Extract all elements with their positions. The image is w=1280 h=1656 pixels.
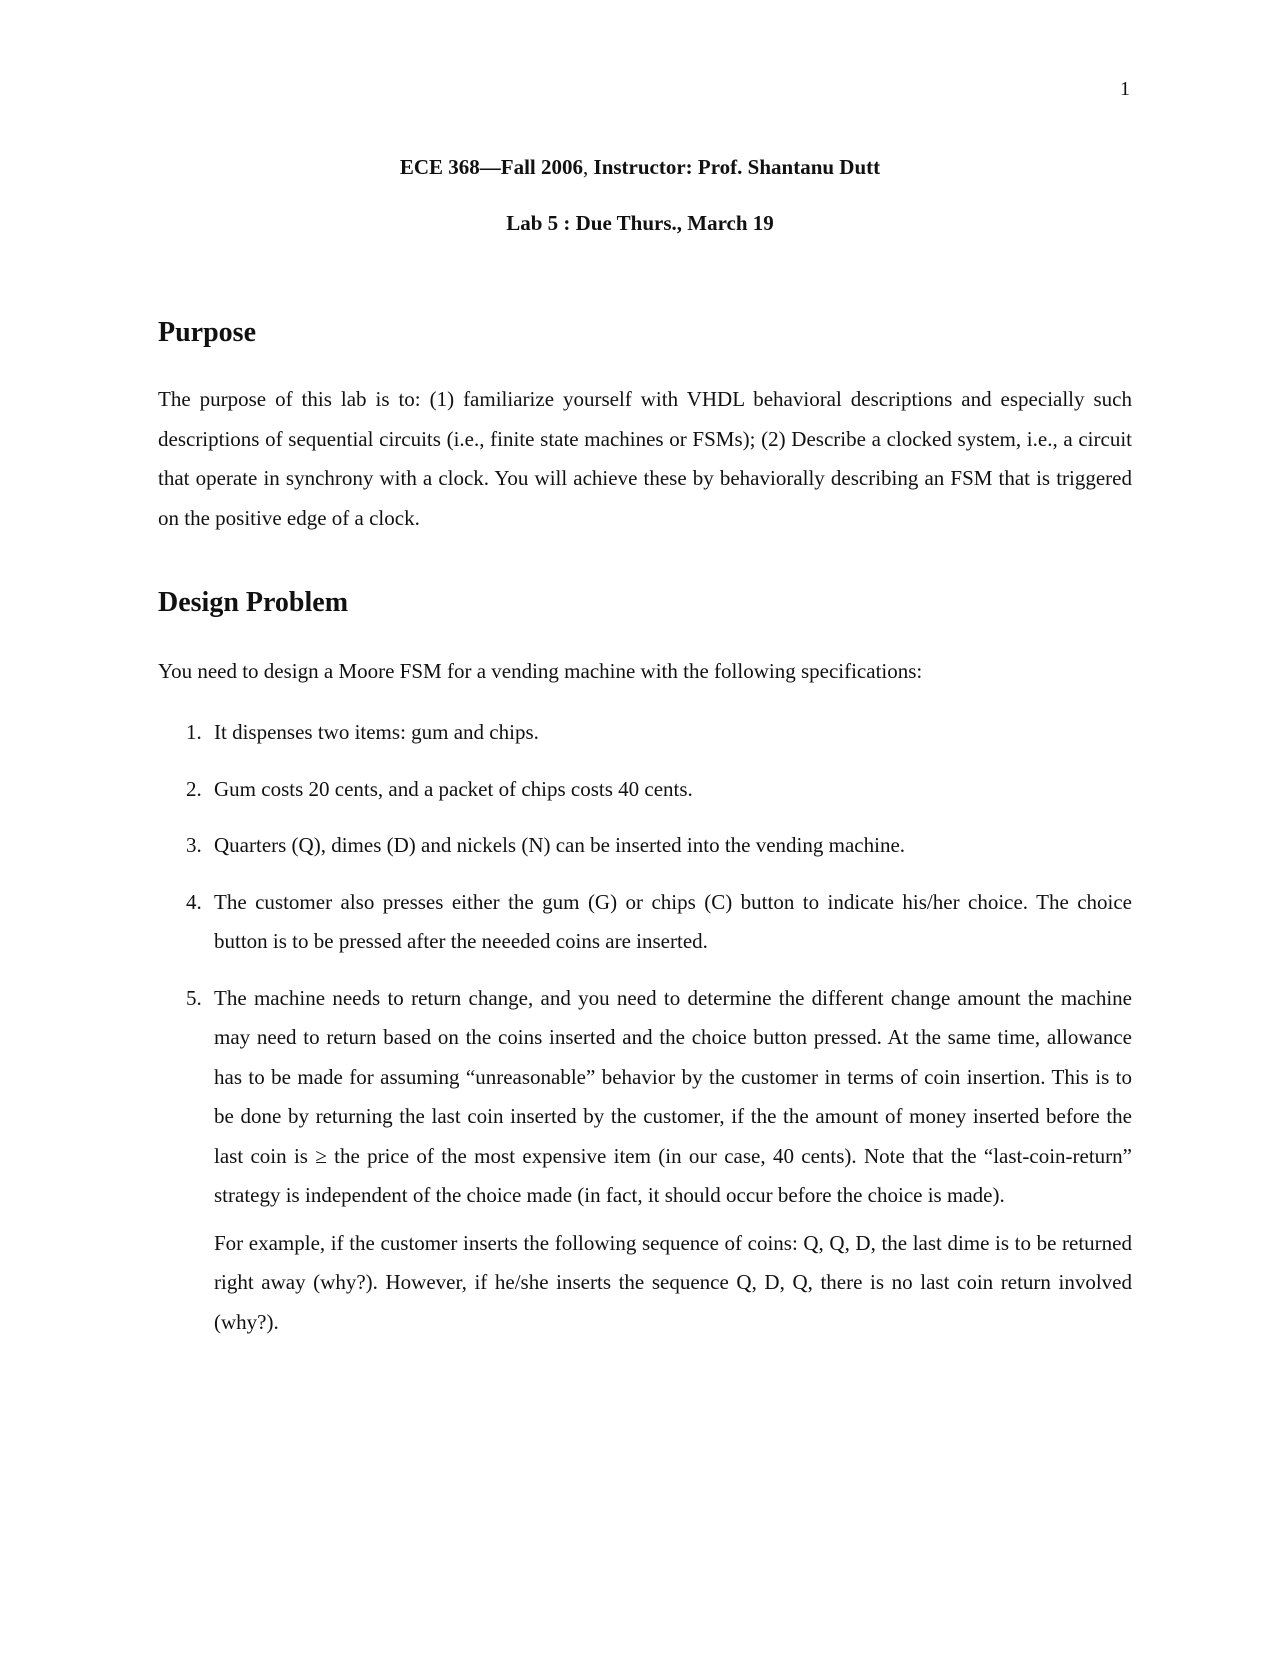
list-item-number: 2. — [186, 776, 202, 801]
list-item — [158, 713, 1132, 753]
specification-list — [158, 713, 1132, 1359]
list-item-example: For example, if the customer inserts the following sequence of coins: Q, Q, D, the last dime is to be returned right away (why?). However, if he/she inserts the sequence Q, D, Q, there is no last coin return involved (why?). — [214, 1230, 1132, 1334]
list-item-text: The customer also presses either the gum (G) or chips (C) button to indicate his/her choice. The choice button is to be pressed after the neeeded coins are inserted. — [214, 889, 1132, 953]
design-problem-heading: Design Problem — [158, 587, 349, 618]
list-item — [158, 826, 1132, 866]
title-separator: , — [583, 155, 594, 179]
course-code: ECE 368 — [399, 155, 480, 179]
list-item-text: Quarters (Q), dimes (D) and nickels (N) can be inserted into the vending machine. — [214, 833, 906, 857]
list-item-text: It dispenses two items: gum and chips. — [214, 720, 539, 744]
list-item-number: 1. — [186, 720, 202, 744]
list-item-number: 4. — [186, 889, 202, 914]
list-item-number: 5. — [186, 985, 202, 1010]
list-item-text: Gum costs 20 cents, and a packet of chips costs 40 cents. — [214, 776, 693, 801]
list-item — [158, 979, 1132, 1343]
instructor-name: Instructor: Prof. Shantanu Dutt — [593, 155, 881, 179]
purpose-paragraph: The purpose of this lab is to: (1) familiarize yourself with VHDL behavioral descriptions and especially such descriptions of sequential circuits (i.e., finite state machines or FSMs); (2) Describe a clocked system, i.e., a circuit that operate in synchrony with a clock. You will achieve these by behaviorally describing an FSM that is triggered on the positive edge of a clock. — [158, 387, 1132, 530]
design-problem-intro: You need to design a Moore FSM for a vending machine with the following specifications: — [158, 659, 923, 683]
list-item-number: 3. — [186, 833, 202, 857]
lab-due-line: Lab 5 : Due Thurs., March 19 — [506, 211, 774, 235]
list-item — [158, 883, 1132, 962]
page-number: 1 — [1120, 78, 1130, 100]
course-term: —Fall 2006 — [479, 155, 584, 179]
list-item — [158, 770, 1132, 810]
purpose-heading: Purpose — [158, 317, 256, 348]
course-title — [0, 155, 1280, 179]
list-item-text: The machine needs to return change, and you need to determine the different change amount the machine may need to return based on the coins inserted and the choice button pressed. At the same time, allowance has to be made for assuming “unreasonable” behavior by the customer in terms of coin insertion. This is to be done by returning the last coin inserted by the customer, if the the amount of money inserted before the last coin is ≥ the price of the most expensive item (in our case, 40 cents). Note that the “last-coin-return” strategy is independent of the choice made (in fact, it should occur before the choice is made). — [214, 985, 1132, 1207]
